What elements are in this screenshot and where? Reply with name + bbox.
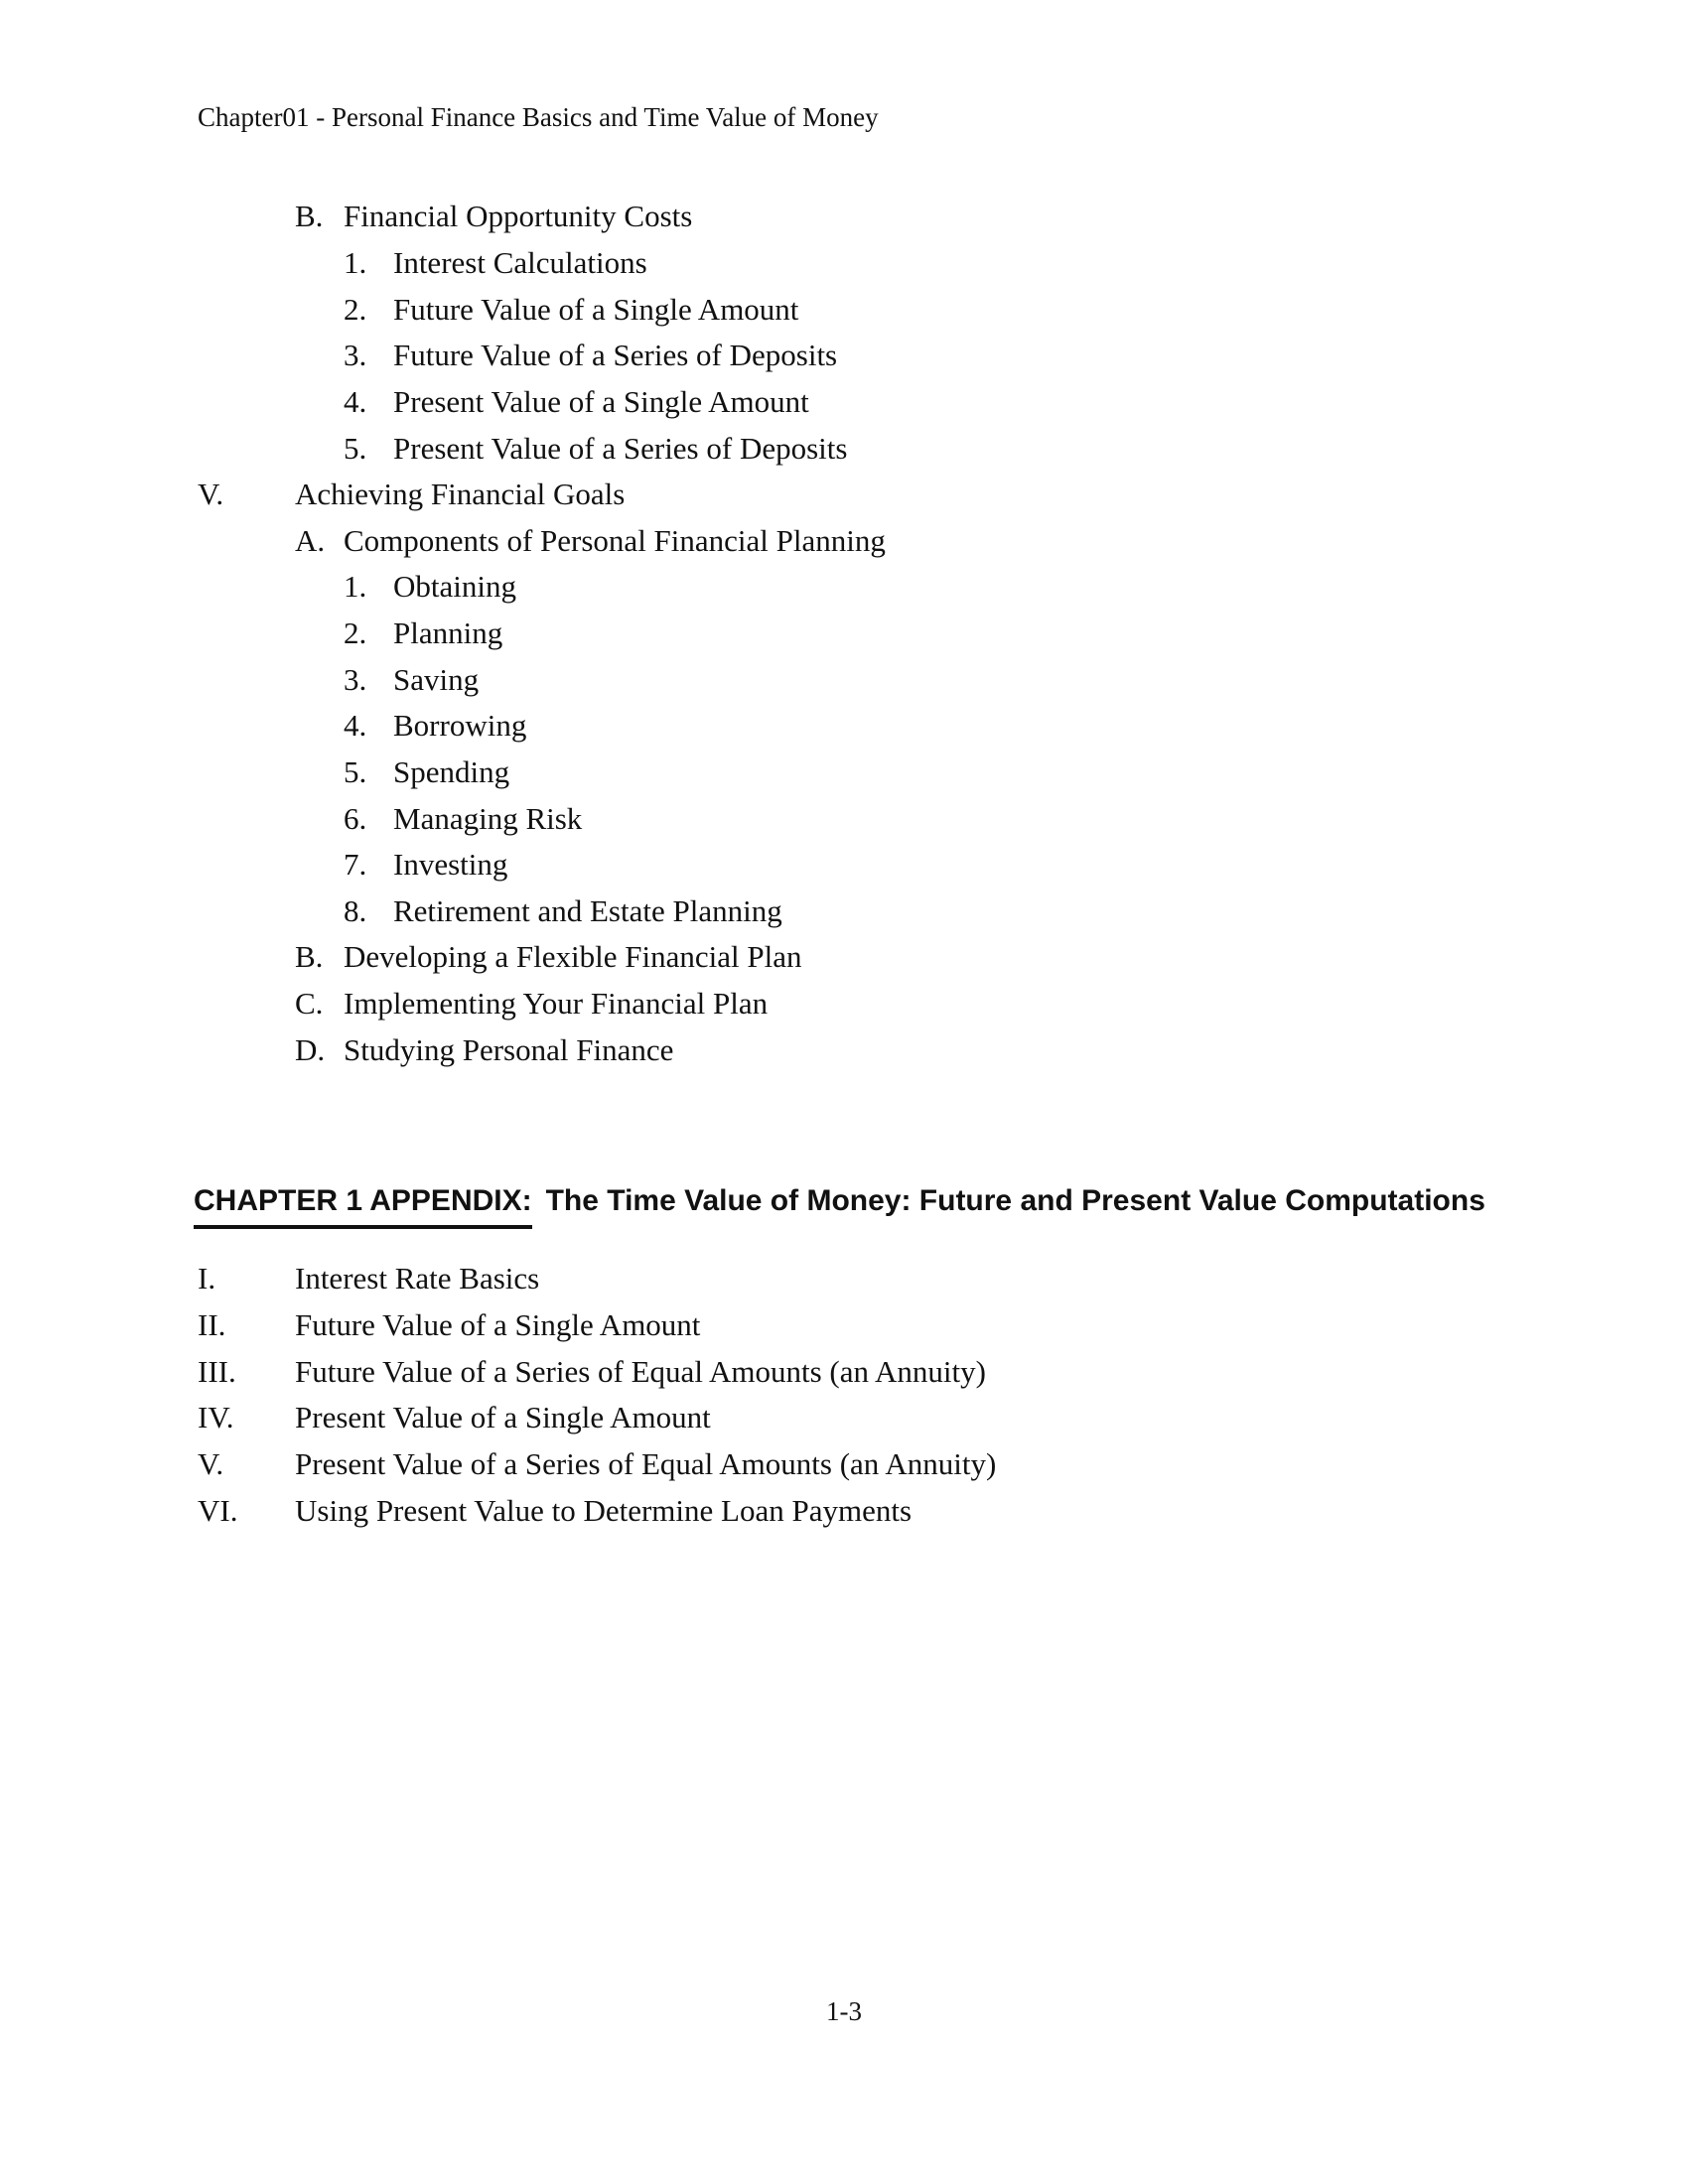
running-header: Chapter01 - Personal Finance Basics and Time Value of Money: [198, 102, 879, 132]
outline-item-text: Developing a Flexible Financial Plan: [344, 939, 802, 974]
outline-item-text: Achieving Financial Goals: [295, 477, 626, 511]
outline-marker: 8.: [344, 893, 367, 928]
outline-marker: 7.: [344, 847, 367, 882]
outline-item-text: Saving: [393, 662, 480, 697]
outline-item-text: Managing Risk: [393, 801, 583, 836]
appendix-label: CHAPTER 1 APPENDIX:: [194, 1179, 532, 1229]
appendix-item-marker: II.: [198, 1307, 226, 1342]
outline-item-text: Investing: [393, 847, 508, 882]
outline-item-text: Present Value of a Single Amount: [393, 384, 809, 419]
appendix-item-text: Interest Rate Basics: [295, 1261, 540, 1296]
outline-marker: B.: [295, 199, 324, 233]
appendix-item-marker: VI.: [198, 1493, 238, 1528]
appendix-item-text: Future Value of a Single Amount: [295, 1307, 701, 1342]
outline-item-text: Components of Personal Financial Planning: [344, 523, 886, 558]
outline-marker: 4.: [344, 384, 367, 419]
outline-item-text: Planning: [393, 615, 503, 650]
appendix-item-text: Present Value of a Single Amount: [295, 1400, 711, 1434]
appendix-title: The Time Value of Money: Future and Present Value Computations: [545, 1184, 1485, 1217]
outline-item-text: Borrowing: [393, 708, 527, 743]
appendix-item-text: Using Present Value to Determine Loan Payments: [295, 1493, 913, 1528]
outline-item-text: Implementing Your Financial Plan: [344, 986, 769, 1021]
outline-item-text: Studying Personal Finance: [344, 1032, 674, 1067]
appendix-item-marker: I.: [198, 1261, 216, 1296]
outline-marker: D.: [295, 1032, 326, 1067]
outline-marker: B.: [295, 939, 324, 974]
outline-item-text: Financial Opportunity Costs: [344, 199, 693, 233]
outline-marker: 1.: [344, 569, 367, 604]
outline-marker: V.: [198, 477, 224, 511]
outline-item-text: Future Value of a Single Amount: [393, 292, 799, 327]
outline-item-text: Retirement and Estate Planning: [393, 893, 782, 928]
appendix-item-text: Present Value of a Series of Equal Amounts (an Annuity): [295, 1446, 997, 1481]
outline-marker: C.: [295, 986, 324, 1021]
appendix-heading: [194, 1179, 1485, 1229]
page-number: 1-3: [826, 1996, 862, 2026]
outline-item-text: Future Value of a Series of Deposits: [393, 338, 838, 372]
outline-item-text: Obtaining: [393, 569, 516, 604]
outline-marker: 6.: [344, 801, 367, 836]
outline-marker: 3.: [344, 662, 367, 697]
outline-item-text: Interest Calculations: [393, 245, 647, 280]
outline-marker: 5.: [344, 431, 367, 466]
appendix-item-marker: IV.: [198, 1400, 234, 1434]
outline-marker: 4.: [344, 708, 367, 743]
outline-marker: 3.: [344, 338, 367, 372]
outline-marker: 5.: [344, 754, 367, 789]
appendix-item-marker: III.: [198, 1354, 236, 1389]
outline-marker: 2.: [344, 615, 367, 650]
appendix-item-marker: V.: [198, 1446, 224, 1481]
outline-item-text: Spending: [393, 754, 510, 789]
outline-marker: A.: [295, 523, 326, 558]
outline-item-text: Present Value of a Series of Deposits: [393, 431, 848, 466]
outline-marker: 2.: [344, 292, 367, 327]
outline-marker: 1.: [344, 245, 367, 280]
appendix-item-text: Future Value of a Series of Equal Amounts (an Annuity): [295, 1354, 986, 1389]
